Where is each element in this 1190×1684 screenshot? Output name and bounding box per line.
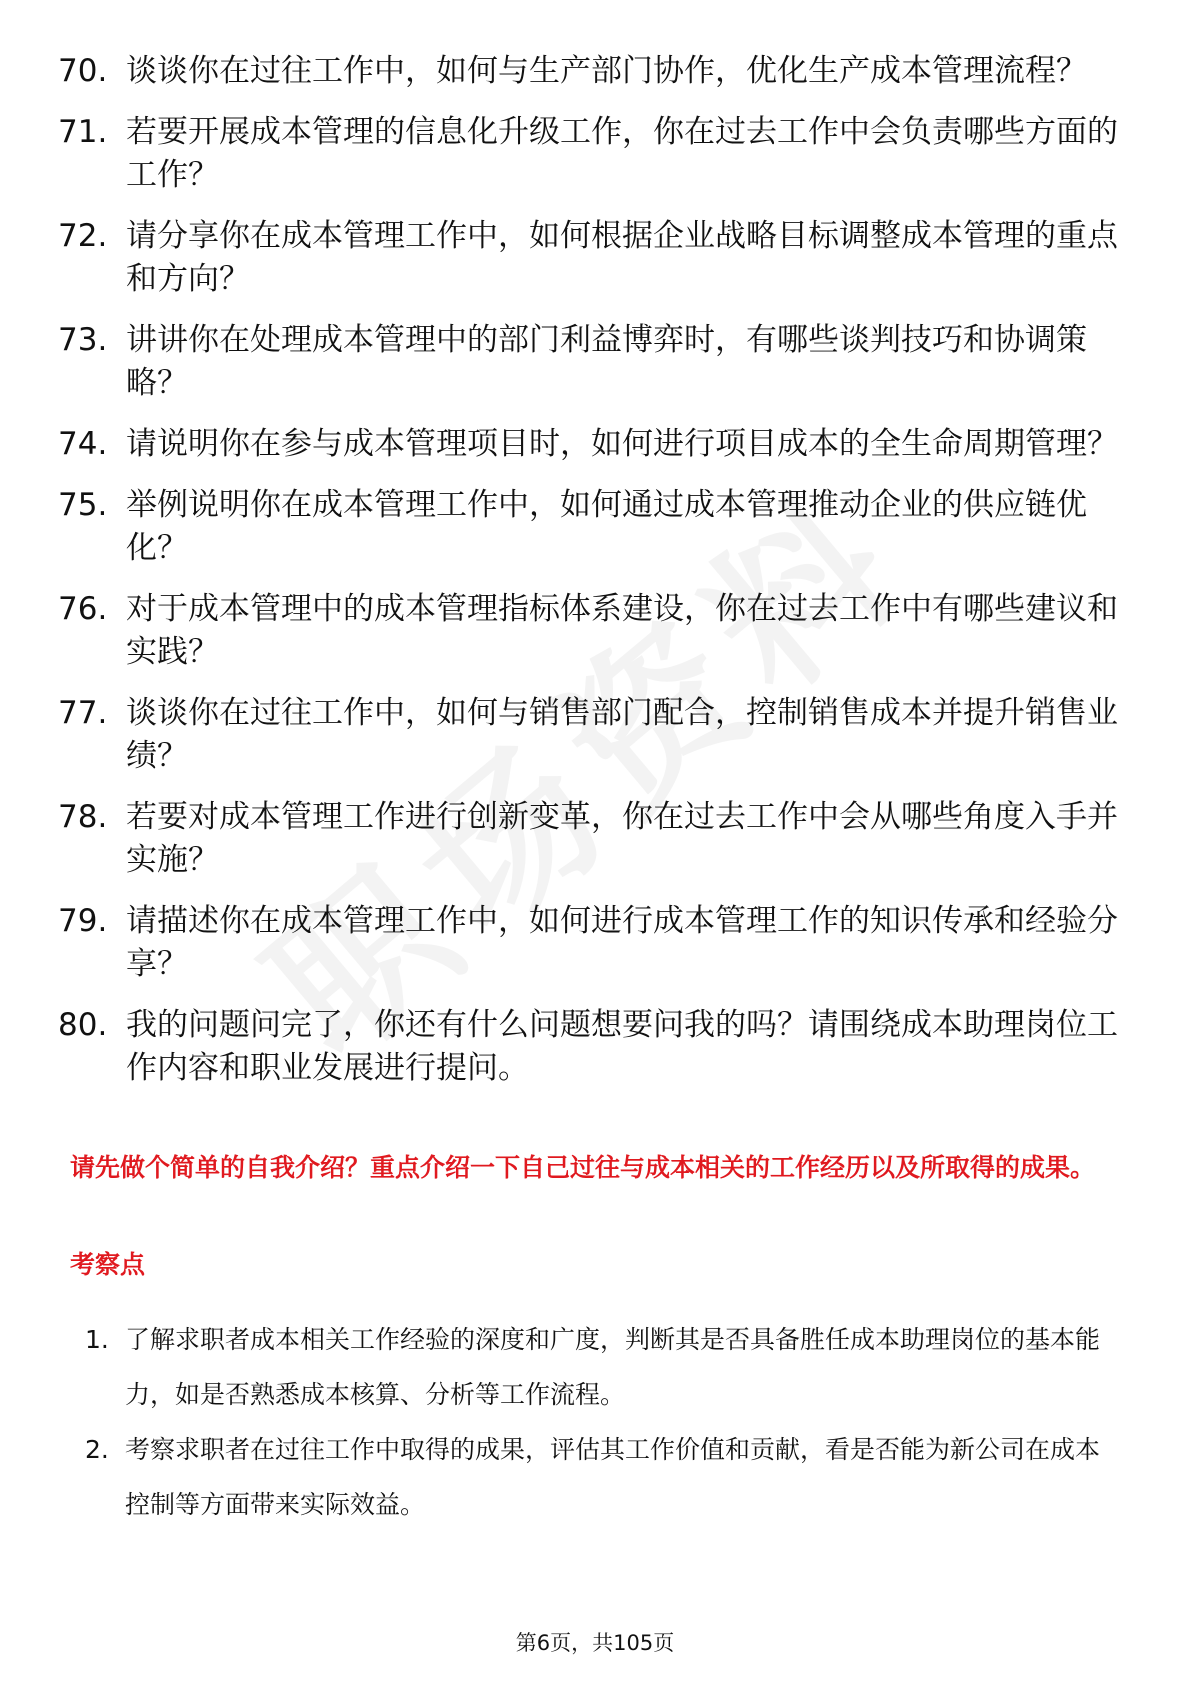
question-text: 若要对成本管理工作进行创新变革，你在过去工作中会从哪些角度入手并实施？: [126, 799, 1118, 878]
question-item: [58, 50, 1118, 93]
question-number: 71.: [58, 114, 108, 150]
question-item: [58, 900, 1118, 986]
question-text: 请分享你在成本管理工作中，如何根据企业战略目标调整成本管理的重点和方向？: [126, 218, 1118, 297]
point-number: 1.: [85, 1325, 109, 1354]
question-number: 79.: [58, 903, 108, 939]
point-item: [85, 1312, 1115, 1422]
question-item: [58, 484, 1118, 570]
question-number: 70.: [58, 53, 108, 89]
question-number: 72.: [58, 218, 108, 254]
question-number: 74.: [58, 426, 108, 462]
question-number: 78.: [58, 799, 108, 835]
question-text: 谈谈你在过往工作中，如何与生产部门协作，优化生产成本管理流程？: [126, 53, 1087, 89]
question-number: 77.: [58, 695, 108, 731]
question-text: 若要开展成本管理的信息化升级工作，你在过去工作中会负责哪些方面的工作？: [126, 114, 1118, 193]
question-text: 请描述你在成本管理工作中，如何进行成本管理工作的知识传承和经验分享？: [126, 903, 1118, 982]
question-text: 请说明你在参与成本管理项目时，如何进行项目成本的全生命周期管理？: [126, 426, 1118, 462]
point-number: 2.: [85, 1435, 109, 1464]
question-item: [58, 423, 1118, 466]
question-number: 76.: [58, 591, 108, 627]
question-number: 75.: [58, 487, 108, 523]
point-text: 了解求职者成本相关工作经验的深度和广度，判断其是否具备胜任成本助理岗位的基本能力，如是否熟悉成本核算、分析等工作流程。: [125, 1325, 1101, 1409]
question-text: 我的问题问完了，你还有什么问题想要问我的吗？请围绕成本助理岗位工作内容和职业发展进行提问。: [126, 1007, 1118, 1086]
question-number: 73.: [58, 322, 108, 358]
point-text: 考察求职者在过往工作中取得的成果，评估其工作价值和贡献，看是否能为新公司在成本控制等方面带来实际效益。: [125, 1435, 1101, 1519]
question-list: [58, 50, 1118, 1108]
question-item: [58, 319, 1118, 405]
question-text: 对于成本管理中的成本管理指标体系建设，你在过去工作中有哪些建议和实践？: [126, 591, 1118, 670]
question-item: [58, 588, 1118, 674]
question-number: 80.: [58, 1007, 108, 1043]
section-title: 考察点: [70, 1250, 146, 1279]
assessment-points: [85, 1312, 1115, 1532]
question-item: [58, 692, 1118, 778]
question-item: [58, 215, 1118, 301]
question-item: [58, 111, 1118, 197]
page-footer: 第6页，共105页: [515, 1631, 675, 1655]
question-text: 讲讲你在处理成本管理中的部门利益博弈时，有哪些谈判技巧和协调策略？: [126, 322, 1087, 401]
point-item: [85, 1422, 1115, 1532]
question-item: [58, 1004, 1118, 1090]
question-text: 举例说明你在成本管理工作中，如何通过成本管理推动企业的供应链优化？: [126, 487, 1087, 566]
question-text: 谈谈你在过往工作中，如何与销售部门配合，控制销售成本并提升销售业绩？: [126, 695, 1118, 774]
intro-question: 请先做个简单的自我介绍？重点介绍一下自己过往与成本相关的工作经历以及所取得的成果。: [70, 1153, 1096, 1182]
question-item: [58, 796, 1118, 882]
